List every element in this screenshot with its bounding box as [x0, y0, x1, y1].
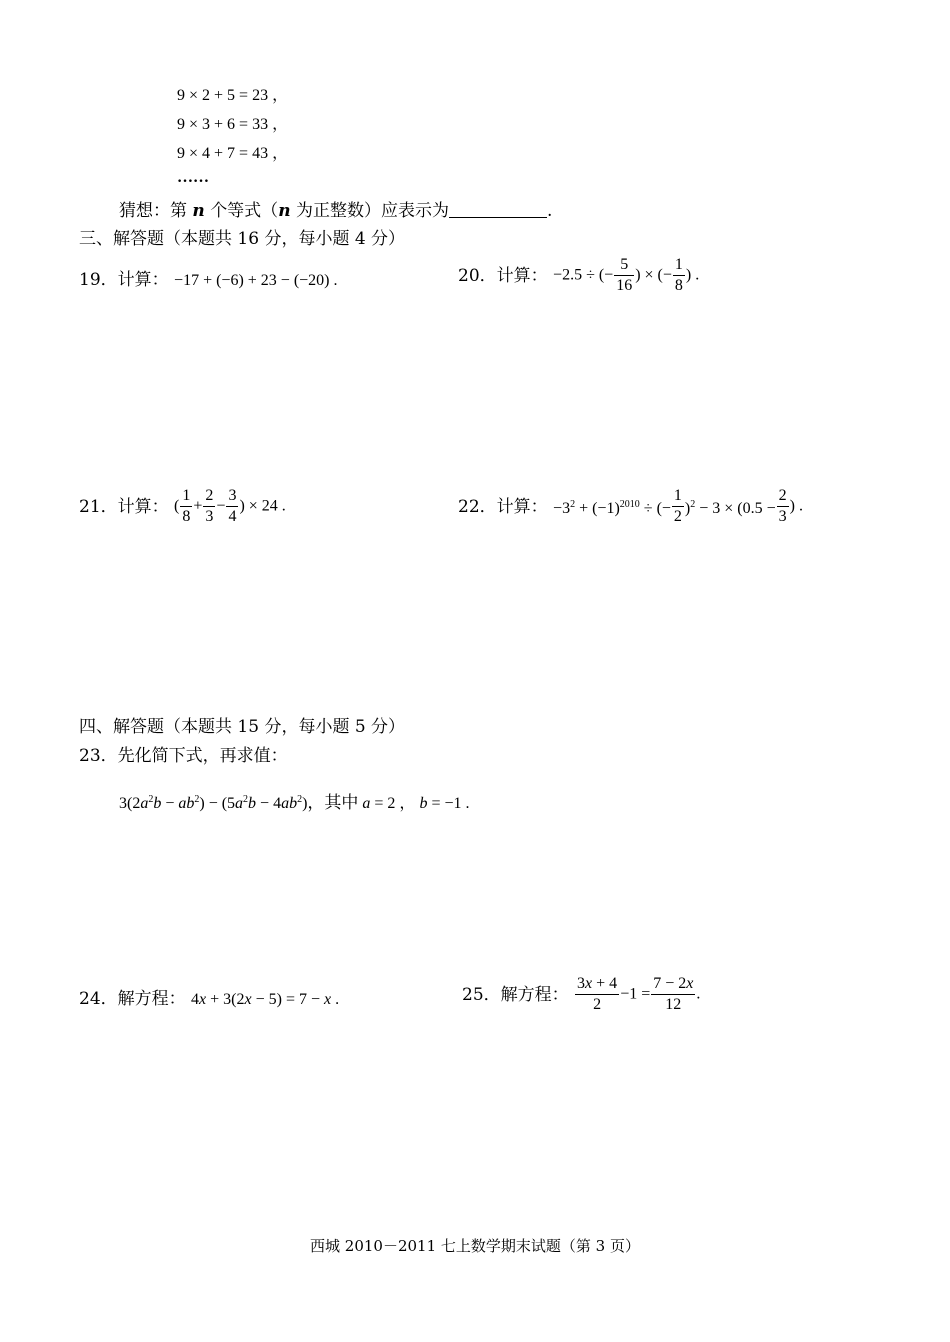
q25-fraction-left: [575, 975, 619, 1014]
q25-end: .: [696, 985, 701, 1003]
q23-h2: ): [302, 795, 308, 812]
q23-d1: −: [161, 795, 179, 812]
q23-exp-3: 2: [243, 794, 249, 805]
q23-var-ab-1: ab: [178, 795, 195, 812]
q22-part-1: −3: [553, 499, 571, 517]
q25-middle: −1 =: [620, 985, 651, 1003]
q20-fraction-1-num: 5: [614, 256, 634, 276]
q21-fraction-3: [226, 487, 238, 526]
q22-exp-2: 2010: [619, 498, 640, 510]
q25-den-1: 2: [593, 996, 602, 1013]
q24-label: 24．解方程：: [79, 989, 186, 1009]
q24-var-x-2: x: [244, 991, 252, 1008]
q24-p3: − 5) = 7 −: [251, 991, 325, 1008]
q20-fraction-1: [614, 256, 634, 295]
q21-op-2: −: [216, 497, 226, 515]
q23-cond-a-value: = 2 ，: [370, 795, 416, 812]
q23-var-a-2: a: [235, 795, 244, 812]
pattern-line-2: 9 × 3 + 6 = 33 ，: [177, 116, 289, 133]
q25-var-x-1: x: [585, 975, 593, 992]
q23-cond-b-value: = −1 .: [427, 795, 470, 812]
page-footer: 西城 2010－2011 七上数学期末试题（第 3 页）: [310, 1237, 640, 1255]
q23-expression: [119, 790, 469, 814]
q24-p2: + 3(2: [206, 991, 245, 1008]
q21-fraction-1-num: 1: [180, 487, 192, 507]
q23-var-a-1: a: [140, 795, 149, 812]
q23-var-ab-2: ab: [281, 795, 298, 812]
q23-label: 23．先化简下式，再求值：: [79, 746, 288, 766]
q23-var-b-1: b: [153, 795, 162, 812]
pattern-line-3: 9 × 4 + 7 = 43 ，: [177, 145, 289, 162]
q19-expression: −17 + (−6) + 23 − (−20) .: [174, 272, 338, 289]
q20-fraction-2-num: 1: [673, 256, 685, 276]
q21-part-2: ) × 24 .: [239, 497, 286, 515]
q20: [458, 256, 699, 295]
q22-fraction-2-den: 3: [778, 508, 787, 525]
q22-part-5: − 3 × (0.5 −: [699, 499, 776, 517]
q22-exp-3: 2: [690, 498, 696, 510]
pattern-line-1: 9 × 2 + 5 = 23 ，: [177, 87, 289, 104]
q20-fraction-1-den: 16: [616, 277, 633, 294]
guess-var-n-2: n: [278, 201, 291, 221]
guess-var-n: n: [192, 201, 205, 221]
q22-fraction-2-num: 2: [777, 487, 789, 507]
q24-var-x-3: x: [324, 991, 332, 1008]
q22-part-6: ) .: [789, 497, 803, 515]
q23-h1: ) − (5: [199, 795, 236, 812]
q21-fraction-1-den: 8: [182, 508, 191, 525]
q25-n1b: + 4: [592, 975, 618, 992]
q20-part-3: ) .: [685, 266, 700, 284]
q21-fraction-3-num: 3: [226, 487, 238, 507]
q25-fraction-right: [651, 975, 695, 1014]
q23-exp-2: 2: [194, 794, 200, 805]
pattern-ellipsis: ……: [177, 169, 209, 186]
q21-label: 21．计算：: [79, 496, 169, 517]
q23-a1: 3(2: [119, 795, 141, 812]
q24: [79, 989, 339, 1010]
q22-part-3: ÷ (−: [643, 499, 671, 517]
q24-p4: .: [331, 991, 340, 1008]
q22-fraction-2: [777, 487, 789, 526]
q22-fraction-1-den: 2: [673, 508, 682, 525]
q23-d2: − 4: [256, 795, 282, 812]
q25-label: 25．解方程：: [462, 984, 569, 1005]
q20-part-1: −2.5 ÷ (−: [553, 266, 614, 284]
q20-label: 20．计算：: [458, 265, 548, 286]
q21-fraction-2-den: 3: [205, 508, 214, 525]
q25: [462, 975, 700, 1014]
answer-blank[interactable]: [449, 201, 547, 218]
q23-condition-text: ，其中: [307, 793, 359, 812]
q23-cond-var-b: b: [419, 795, 428, 812]
section-3-title: 三、解答题（本题共 16 分，每小题 4 分）: [79, 229, 406, 249]
q25-n2: 7 − 2: [653, 975, 687, 992]
q24-var-x-1: x: [199, 991, 207, 1008]
q19: [79, 270, 338, 291]
q22-fraction-1-num: 1: [672, 487, 684, 507]
q21: [79, 487, 286, 526]
q25-n1: 3: [577, 975, 586, 992]
q20-part-2: ) × (−: [635, 266, 672, 284]
guess-end: .: [546, 201, 553, 221]
q21-op-1: +: [193, 497, 203, 515]
q23-var-b-2: b: [248, 795, 257, 812]
q21-fraction-2: [203, 487, 215, 526]
q20-fraction-2: [673, 256, 685, 295]
guess-prefix: 猜想：第: [119, 201, 187, 221]
guess-mid-1: 个等式（: [210, 201, 279, 221]
q25-den-2: 12: [665, 996, 682, 1013]
q23-cond-var-a: a: [362, 795, 371, 812]
q21-fraction-1: [180, 487, 192, 526]
guess-mid-2: 为正整数）应表示为: [295, 201, 449, 221]
q24-p1: 4: [191, 991, 200, 1008]
guess-statement: [119, 201, 552, 221]
q22: [458, 487, 803, 526]
section-4-title: 四、解答题（本题共 15 分，每小题 5 分）: [79, 717, 406, 737]
q22-part-2: + (−1): [579, 499, 620, 517]
q25-var-x-2: x: [686, 975, 694, 992]
q22-fraction-1: [672, 487, 684, 526]
q20-fraction-2-den: 8: [674, 277, 683, 294]
q22-exp-1: 2: [570, 498, 576, 510]
q21-fraction-2-num: 2: [203, 487, 215, 507]
q22-part-4: ): [684, 499, 691, 517]
q23-exp-4: 2: [297, 794, 303, 805]
q23-exp-1: 2: [148, 794, 154, 805]
q21-fraction-3-den: 4: [228, 508, 237, 525]
q22-label: 22．计算：: [458, 496, 548, 517]
q21-part-1: (: [174, 497, 180, 515]
q19-label: 19．计算：: [79, 270, 169, 290]
